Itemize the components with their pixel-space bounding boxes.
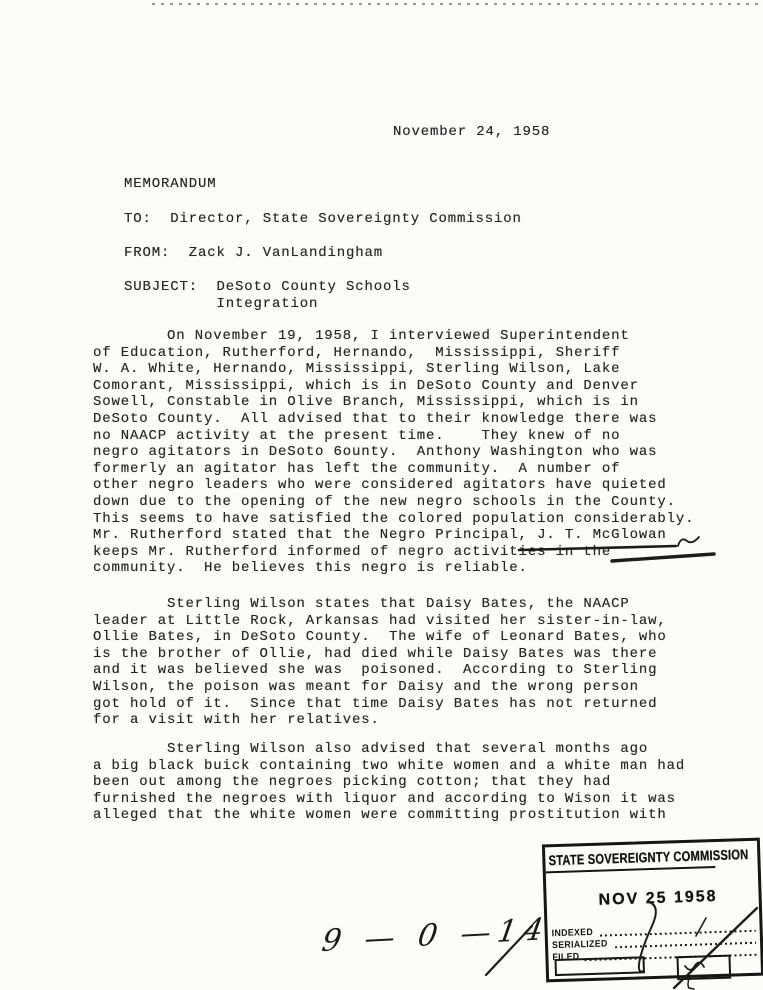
typed-line: other negro leaders who were considered agitators have quieted <box>93 477 667 494</box>
paragraph-3 <box>93 741 685 824</box>
typed-line: W. A. White, Hernando, Mississippi, Sterling Wilson, Lake <box>93 361 621 378</box>
typed-line: Sterling Wilson states that Daisy Bates, the NAACP <box>93 596 630 612</box>
stamp-field-label: SERIALIZED <box>551 938 608 952</box>
subject-line: SUBJECT: DeSoto County Schools <box>124 279 411 295</box>
typed-line: formerly an agitator has left the community. A number of <box>93 460 621 477</box>
stamp-date: NOV 25 1958 <box>598 887 718 909</box>
typed-line: got hold of it. Since that time Daisy Bates has not returned <box>93 695 658 712</box>
typed-line: This seems to have satisfied the colored population considerably. <box>93 510 695 527</box>
typed-line: negro agitators in DeSoto 6ounty. Anthony Washington who was <box>93 444 658 461</box>
stamp-field-label: INDEXED <box>551 926 594 940</box>
stamp-field-label: FILED <box>552 951 580 964</box>
memorandum-label: MEMORANDUM <box>124 176 217 192</box>
typed-line: community. He believes this negro is reliable. <box>93 560 528 577</box>
typed-line: for a visit with her relatives. <box>93 712 380 729</box>
typed-line: a big black buick containing two white women and a white man had <box>93 757 686 774</box>
typed-line: of Education, Rutherford, Hernando, Mississippi, Sheriff <box>93 344 621 361</box>
typed-line: DeSoto County. All advised that to their knowledge there was <box>93 410 658 427</box>
typed-line: Sterling Wilson also advised that several months ago <box>93 741 649 757</box>
typed-line: is the brother of Ollie, had died while Daisy Bates was there <box>93 645 658 662</box>
typed-line: Ollie Bates, in DeSoto County. The wife of Leonard Bates, who <box>93 629 667 646</box>
typed-line: leader at Little Rock, Arkansas had visited her sister-in-law, <box>93 612 667 629</box>
from-line: FROM: Zack J. VanLandingham <box>124 245 384 261</box>
received-stamp <box>542 838 763 983</box>
paragraph-2 <box>93 596 667 729</box>
typed-line: Sowell, Constable in Olive Branch, Mississippi, which is in <box>93 394 639 411</box>
typed-line: and it was believed she was poisoned. According to Sterling <box>93 662 658 679</box>
subject-line-2: Integration <box>124 295 319 312</box>
typed-line: Wilson, the poison was meant for Daisy and the wrong person <box>93 678 639 695</box>
typed-line: been out among the negroes picking cotton; that they had <box>93 774 612 791</box>
paragraph-1 <box>93 328 694 577</box>
date-line: November 24, 1958 <box>393 124 551 140</box>
typed-line: keeps Mr. Rutherford informed of negro activities in the <box>93 543 612 560</box>
typed-line: furnished the negroes with liquor and according to Wison it was <box>93 790 676 807</box>
typed-line: On November 19, 1958, I interviewed Superintendent <box>93 328 630 344</box>
handwritten-note: 9 — 0 —14 <box>319 911 553 960</box>
typed-line: Comorant, Mississippi, which is in DeSoto County and Denver <box>93 377 639 394</box>
stamp-box-left <box>554 956 644 976</box>
to-line: TO: Director, State Sovereignty Commission <box>124 211 522 227</box>
stamp-box-right <box>676 955 731 981</box>
typed-line: Mr. Rutherford stated that the Negro Principal, J. T. McGlowan <box>93 527 667 544</box>
typed-line: alleged that the white women were committing prostitution with <box>93 807 667 824</box>
typed-line: no NAACP activity at the present time. They knew of no <box>93 427 621 444</box>
typed-line: down due to the opening of the new negro schools in the County. <box>93 493 676 510</box>
stamp-title: STATE SOVEREIGNTY COMMISSION <box>545 842 715 873</box>
perforation-dotted-line <box>152 3 763 5</box>
